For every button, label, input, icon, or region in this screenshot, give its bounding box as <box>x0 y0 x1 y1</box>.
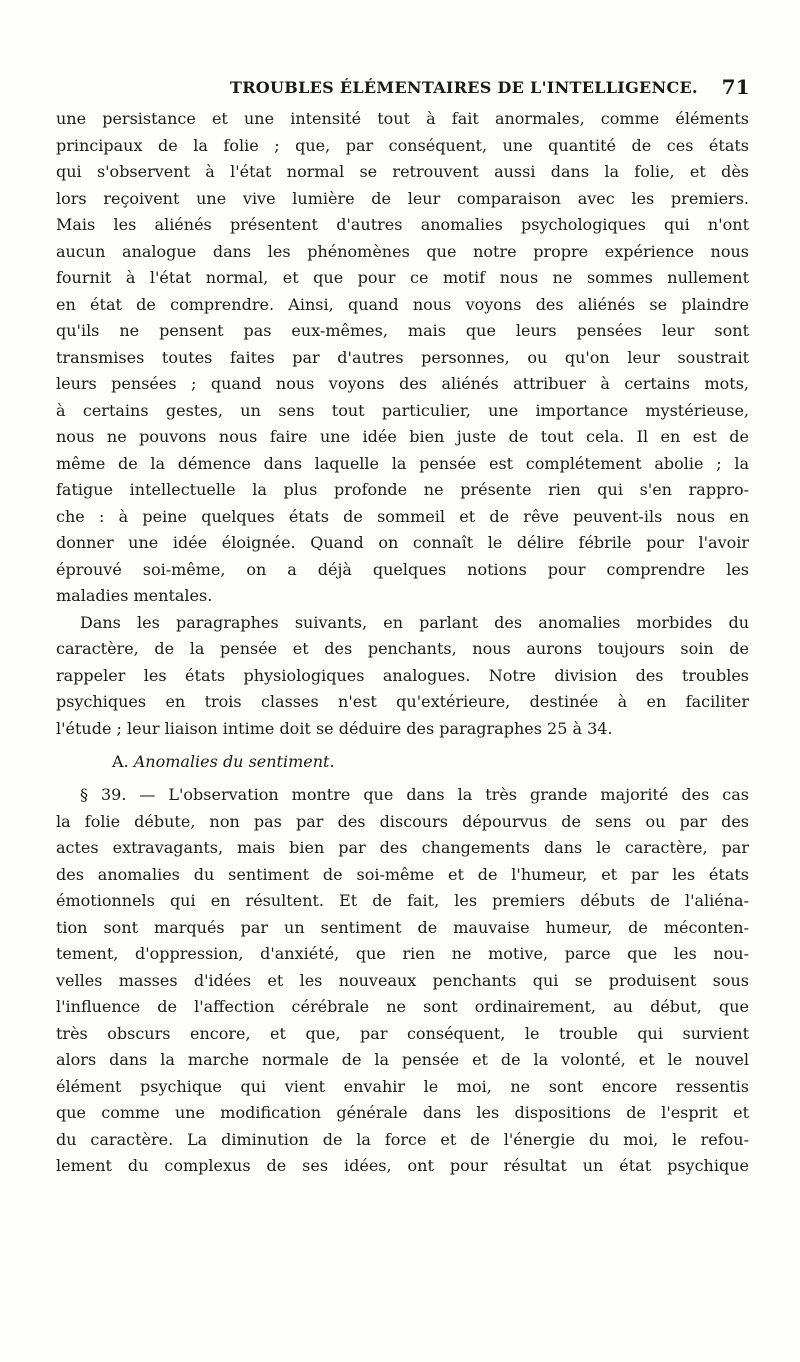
text-line: une persistance et une intensité tout à fait anormales, comme éléments <box>56 109 749 128</box>
text-line: en état de comprendre. Ainsi, quand nous voyons des aliénés se plaindre <box>56 294 749 314</box>
text-line: émotionnels qui en résultent. Et de fait, les premiers débuts de l'aliéna- <box>56 891 749 910</box>
text-line: psychiques en trois classes n'est qu'extérieure, destinée à en faciliter <box>56 692 749 711</box>
text-line: lement du complexus de ses idées, ont pour résultat un état psychique <box>56 1156 749 1175</box>
text-line: qu'ils ne pensent pas eux-mêmes, mais que leurs pensées leur sont <box>56 321 749 340</box>
paragraph-1 <box>56 106 749 610</box>
text-line: rappeler les états physiologiques analogues. Notre division des troubles <box>56 665 749 685</box>
text-line: la folie débute, non pas par des discours dépourvus de sens ou par des <box>56 811 749 831</box>
text-line: que comme une modification générale dans les dispositions de l'esprit et <box>56 1103 749 1122</box>
text-line: fatigue intellectuelle la plus profonde ne présente rien qui s'en rappro- <box>56 480 749 499</box>
running-title: TROUBLES ÉLÉMENTAIRES DE L'INTELLIGENCE. <box>230 78 698 97</box>
text-line: nous ne pouvons nous faire une idée bien juste de tout cela. Il en est de <box>56 427 749 446</box>
text-line: l'étude ; leur liaison intime doit se déduire des paragraphes 25 à 34. <box>56 718 613 738</box>
paragraph-2 <box>56 610 749 743</box>
text-line: aucun analogue dans les phénomènes que notre propre expérience nous <box>56 241 749 261</box>
page-header <box>230 75 750 102</box>
page-number: 71 <box>721 75 750 99</box>
text-line: l'influence de l'affection cérébrale ne sont ordinairement, au début, que <box>56 997 749 1016</box>
text-line: tion sont marqués par un sentiment de mauvaise humeur, de méconten- <box>56 917 749 937</box>
section-letter: A. <box>112 752 129 771</box>
text-line: actes extravagants, mais bien par des changements dans le caractère, par <box>56 838 749 857</box>
text-line: même de la démence dans laquelle la pensée est complétement abolie ; la <box>56 453 749 473</box>
text-line: leurs pensées ; quand nous voyons des aliénés attribuer à certains mots, <box>56 374 749 393</box>
body-text <box>56 106 749 1180</box>
text-line: donner une idée éloignée. Quand on connaît le délire fébrile pour l'avoir <box>56 533 749 552</box>
text-line: lors reçoivent une vive lumière de leur comparaison avec les premiers. <box>56 188 749 208</box>
text-line: du caractère. La diminution de la force et de l'énergie du moi, le refou- <box>56 1129 749 1149</box>
text-line: § 39. — L'observation montre que dans la très grande majorité des cas <box>80 785 749 804</box>
text-line: des anomalies du sentiment de soi-même et de l'humeur, et par les états <box>56 864 749 884</box>
text-line: éprouvé soi-même, on a déjà quelques notions pour comprendre les <box>56 559 749 579</box>
text-line: qui s'observent à l'état normal se retrouvent aussi dans la folie, et dès <box>56 162 749 181</box>
text-line: principaux de la folie ; que, par conséquent, une quantité de ces états <box>56 135 749 155</box>
section-title: Anomalies du sentiment. <box>133 752 335 771</box>
text-line: Mais les aliénés présentent d'autres anomalies psychologiques qui n'ont <box>56 215 749 234</box>
text-line: fournit à l'état normal, et que pour ce motif nous ne sommes nullement <box>56 268 749 287</box>
text-line: élément psychique qui vient envahir le moi, ne sont encore ressentis <box>56 1076 749 1096</box>
text-line: très obscurs encore, et que, par conséquent, le trouble qui survient <box>56 1023 749 1043</box>
text-line: alors dans la marche normale de la pensée et de la volonté, et le nouvel <box>56 1050 749 1069</box>
text-line: maladies mentales. <box>56 586 213 605</box>
section-heading <box>56 742 749 782</box>
text-line: à certains gestes, un sens tout particulier, une importance mystérieuse, <box>56 400 749 420</box>
text-line: caractère, de la pensée et des penchants, nous aurons toujours soin de <box>56 639 749 658</box>
text-line: che : à peine quelques états de sommeil et de rêve peuvent-ils nous en <box>56 506 749 526</box>
text-line: tement, d'oppression, d'anxiété, que rien ne motive, parce que les nou- <box>56 944 749 963</box>
text-line: velles masses d'idées et les nouveaux penchants qui se produisent sous <box>56 970 749 990</box>
text-line: Dans les paragraphes suivants, en parlant des anomalies morbides du <box>80 612 749 632</box>
paragraph-3 <box>56 782 749 1180</box>
text-line: transmises toutes faites par d'autres personnes, ou qu'on leur soustrait <box>56 347 749 367</box>
